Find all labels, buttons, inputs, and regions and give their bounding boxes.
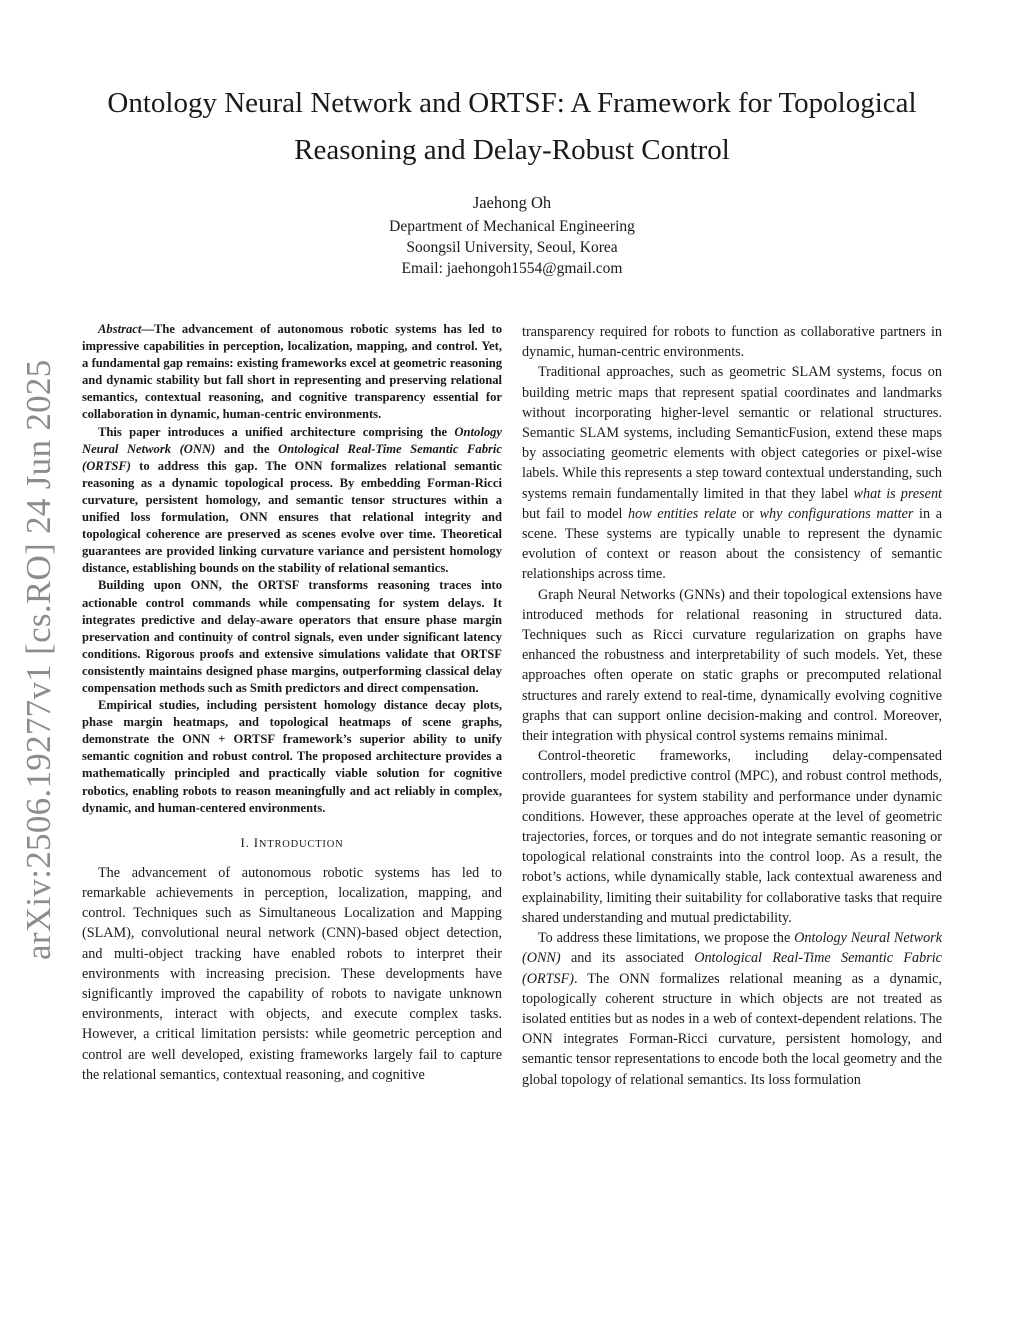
arxiv-identifier-stamp[interactable]: arXiv:2506.19277v1 [cs.RO] 24 Jun 2025 xyxy=(19,359,58,960)
section-numeral: I. xyxy=(240,834,254,850)
intro-paragraph-1-continued: transparency required for robots to function as collaborative partners in dynamic, human-centric environments. xyxy=(522,324,942,361)
abstract-text-2a: This paper introduces a unified architecture comprising the xyxy=(98,424,455,439)
right-column xyxy=(522,322,942,1090)
abstract-paragraph-4: Empirical studies, including persistent homology distance decay plots, phase margin heatmaps, and topological heatmaps of scene graphs, demonstrate the ONN + ORTSF framework’s superior ability to unify semantic cognition and robust control. The proposed architecture provides a mathematically principled and practically viable solution for cognitive robotics, enabling robots to reason meaningfully and act reliably in complex, dynamic, and human-centered environments. xyxy=(82,698,502,815)
intro-text-5e: . The ONN formalizes relational meaning as a dynamic, topologically coherent structure in which objects are not treated as isolated entities but as nodes in a web of context-dependent relations. The ONN integrates Forman-Ricci curvature, persistent homology, and semantic tensor representations to encode both the local geometry and the global topology of relational semantics. Its loss formulation xyxy=(522,970,942,1088)
intro-paragraph-5 xyxy=(522,928,942,1090)
intro-em-what-is-present: what is present xyxy=(853,485,942,502)
intro-text-5a: To address these limitations, we propose the xyxy=(538,930,795,947)
section-title-rest: NTRODUCTION xyxy=(258,838,344,850)
abstract-text-2c: and the xyxy=(215,441,279,456)
abstract-paragraph-2 xyxy=(82,424,502,578)
intro-paragraph-4: Control-theoretic frameworks, including delay-compensated controllers, model predictive control (MPC), and robust control methods, provide guarantees for system stability and performance under dynamic conditions. However, these approaches operate at the level of geometric trajectories, forces, or torques and do not integrate semantic reasoning or topological relational constraints into the control loop. As a result, the robot’s actions, while dynamically stable, lack contextual awareness and explainability, limiting their suitability for collaborative tasks that require shared understanding and mutual predictability. xyxy=(522,748,942,926)
abstract xyxy=(82,321,502,817)
intro-text-5c: and its associated xyxy=(560,950,695,967)
intro-term-onn: Ontology Neural Network (ONN) xyxy=(522,930,942,967)
intro-text-2g: in a scene. These systems are typically unable to represent the dynamic evolution of context or reason about the consistency of semantic relationships across time. xyxy=(522,505,942,583)
intro-text-2c: but fail to model xyxy=(522,505,629,522)
intro-paragraph-2 xyxy=(522,362,942,584)
author-department: Department of Mechanical Engineering xyxy=(389,218,635,235)
left-column xyxy=(82,321,502,1085)
intro-em-how-entities-relate: how entities relate xyxy=(628,505,737,522)
intro-text-2a: Traditional approaches, such as geometric SLAM systems, focus on building metric maps that represent spatial coordinates and landmarks without incorporating higher-level semantic or relational structures. Semantic SLAM systems, including SemanticFusion, extend these maps by associating geometric elements with object categories or pixel-wise labels. While this represents a step toward contextual understanding, such systems remain fundamentally limited in that they label xyxy=(522,364,942,502)
abstract-paragraph-3: Building upon ONN, the ORTSF transforms reasoning traces into actionable control commands while compensating for system delays. It integrates predictive and delay-aware operators that ensure phase margin preservation and continuity of control signals, even under significant latency conditions. Rigorous proofs and extensive simulations validate that ORTSF consistently maintains designed phase margins, outperforming classical delay compensation methods such as Smith predictors and direct compensation. xyxy=(82,578,502,695)
introduction-body-left xyxy=(82,863,502,1085)
author-email[interactable]: Email: jaehongoh1554@gmail.com xyxy=(401,260,623,277)
section-initial: I xyxy=(253,834,259,850)
abstract-text-1: —The advancement of autonomous robotic systems has led to impressive capabilities in perception, localization, mapping, and control. Yet, a fundamental gap remains: existing frameworks excel at geometric reasoning and dynamic stability but fall short in representing and preserving relational semantics, contextual reasoning, and cognitive transparency essential for collaboration in dynamic, human-centric environments. xyxy=(82,322,502,422)
paper-title xyxy=(60,80,964,174)
abstract-term-onn: Ontology Neural Network (ONN) xyxy=(82,424,502,456)
author-block xyxy=(212,192,812,279)
abstract-label: Abstract xyxy=(98,322,142,336)
intro-text-2e: or xyxy=(736,505,760,522)
intro-paragraph-1: The advancement of autonomous robotic systems has led to remarkable achievements in perception, localization, mapping, and control. Techniques such as Simultaneous Localization and Mapping (SLAM), convolutional neural network (CNN)-based object detection, and multi-object tracking have enabled robots to interpret their environments with increasing precision. These developments have significantly improved the capability of robots to navigate unknown environments, interact with objects, and execute complex tasks. However, a critical limitation persists: while geometric perception and control are well developed, existing frameworks largely fail to capture the relational semantics, contextual reasoning, and cognitive xyxy=(82,864,502,1083)
intro-term-ortsf: Ontological Real-Time Semantic Fabric (ORTSF) xyxy=(522,950,942,987)
author-university: Soongsil University, Seoul, Korea xyxy=(406,239,618,256)
abstract-text-2e: to address this gap. The ONN formalizes relational semantic reasoning as a dynamic topological process. By embedding Forman-Ricci curvature, persistent homology, and semantic tensor structures within a unified loss formulation, ONN ensures that relational integrity and topological coherence are preserved as scenes evolve over time. Theoretical guarantees are provided linking curvature variance and persistent homology distance, establishing bounds on the stability of relational semantics. xyxy=(82,458,502,576)
intro-paragraph-3: Graph Neural Networks (GNNs) and their topological extensions have introduced methods for relational reasoning in structured data. Techniques such as Ricci curvature regularization on graphs have enhanced the robustness and interpretability of such models. Yet, these approaches often operate on static graphs or precomputed relational structures and rarely extend to real-time, dynamically evolving cognitive graphs that can support online decision-making and control. Moreover, their integration with physical control systems remains minimal. xyxy=(522,586,942,745)
abstract-term-ortsf: Ontological Real-Time Semantic Fabric (ORTSF) xyxy=(82,441,502,473)
section-heading-introduction xyxy=(82,835,502,851)
intro-em-why-configurations-matter: why configurations matter xyxy=(759,505,914,522)
title-line-2: Reasoning and Delay-Robust Control xyxy=(294,134,730,166)
introduction-body-right xyxy=(522,322,942,1090)
author-name: Jaehong Oh xyxy=(472,193,552,212)
title-line-1: Ontology Neural Network and ORTSF: A Framework for Topological xyxy=(107,87,917,119)
abstract-paragraph-1 xyxy=(82,321,502,424)
